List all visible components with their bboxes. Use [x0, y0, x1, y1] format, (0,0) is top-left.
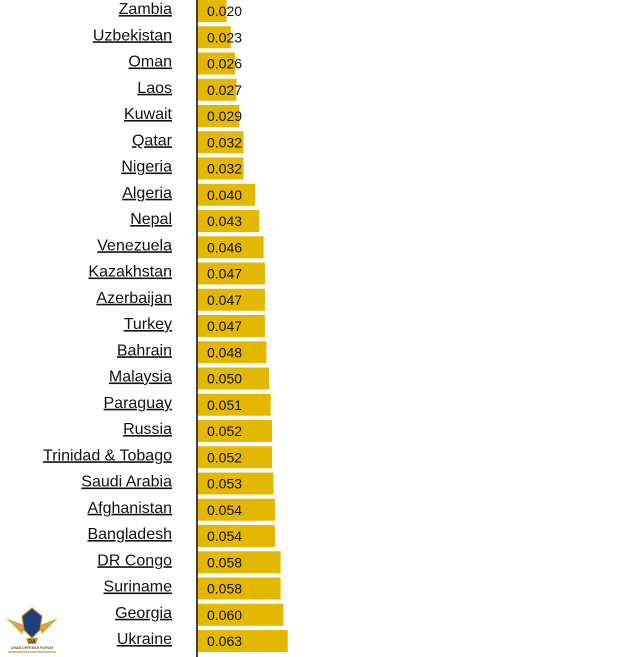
- value-label: 0.040: [207, 186, 243, 203]
- category-label[interactable]: Nigeria: [121, 158, 172, 176]
- value-label: 0.050: [207, 370, 243, 387]
- category-label[interactable]: Paraguay: [103, 394, 172, 412]
- category-label[interactable]: Trinidad & Tobago: [43, 447, 172, 465]
- category-label[interactable]: DR Congo: [97, 552, 172, 570]
- watermark-logo-text: DA: [28, 639, 36, 645]
- category-label[interactable]: Saudi Arabia: [81, 473, 172, 491]
- category-label[interactable]: Azerbaijan: [96, 289, 172, 307]
- value-label: 0.029: [207, 108, 243, 124]
- category-label[interactable]: Venezuela: [97, 237, 172, 255]
- value-label: 0.032: [207, 160, 243, 177]
- category-label[interactable]: Russia: [123, 421, 172, 438]
- value-label: 0.020: [207, 3, 243, 19]
- value-label: 0.023: [207, 29, 243, 46]
- value-label: 0.032: [207, 134, 243, 151]
- value-label: 0.048: [207, 344, 243, 361]
- arab-defense-forum-watermark-logo: [2, 604, 62, 656]
- category-label[interactable]: Georgia: [115, 604, 172, 622]
- value-label: 0.058: [207, 554, 243, 571]
- value-label: 0.053: [207, 475, 243, 492]
- category-label[interactable]: Oman: [128, 53, 172, 71]
- category-label[interactable]: Suriname: [103, 578, 172, 596]
- category-label[interactable]: Laos: [137, 79, 172, 97]
- category-label[interactable]: Zambia: [118, 1, 172, 18]
- value-label: 0.047: [207, 265, 243, 282]
- category-label[interactable]: Nepal: [130, 211, 172, 228]
- category-label[interactable]: Turkey: [123, 316, 172, 333]
- category-labels-layer: [43, 1, 173, 648]
- value-label: 0.058: [207, 580, 243, 597]
- category-label[interactable]: Algeria: [122, 184, 172, 202]
- value-label: 0.054: [207, 501, 243, 518]
- category-label[interactable]: Afghanistan: [87, 499, 172, 517]
- category-label[interactable]: Bangladesh: [87, 526, 172, 543]
- value-label: 0.027: [207, 81, 243, 98]
- category-label[interactable]: Ukraine: [116, 631, 172, 648]
- category-label[interactable]: Kazakhstan: [88, 263, 172, 281]
- watermark-script-line: [8, 651, 56, 653]
- value-label: 0.063: [207, 633, 243, 649]
- category-label[interactable]: Qatar: [131, 132, 172, 150]
- value-label: 0.052: [207, 449, 243, 466]
- category-label[interactable]: Malaysia: [108, 368, 172, 386]
- value-label: 0.051: [207, 396, 243, 413]
- watermark-text: ARAB DEFENSE FORUM: [10, 646, 54, 650]
- value-label: 0.046: [207, 239, 243, 256]
- shield-icon: [22, 608, 42, 638]
- category-label[interactable]: Uzbekistan: [92, 27, 172, 45]
- category-label[interactable]: Kuwait: [123, 106, 172, 123]
- value-label: 0.047: [207, 291, 243, 308]
- category-label[interactable]: Bahrain: [116, 342, 172, 360]
- value-label: 0.054: [207, 528, 243, 544]
- value-label: 0.052: [207, 423, 243, 439]
- value-label: 0.047: [207, 318, 243, 334]
- value-label: 0.043: [207, 213, 243, 229]
- value-label: 0.060: [207, 606, 243, 623]
- value-label: 0.026: [207, 55, 243, 72]
